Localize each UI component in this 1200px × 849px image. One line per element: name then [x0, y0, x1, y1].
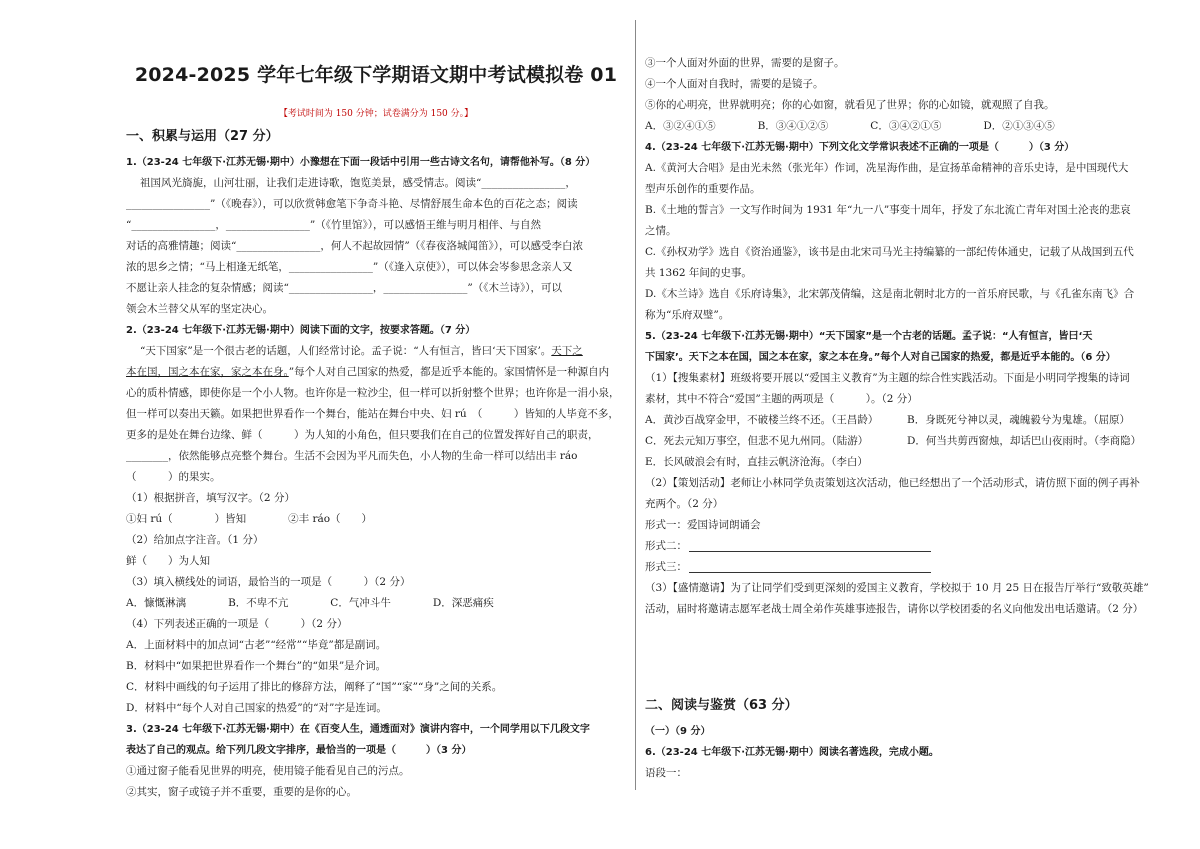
question-1-text: 领会木兰替父从军的坚定决心。 [126, 303, 273, 315]
answer-choice: A．上面材料中的加点词“古老”“经常”“毕竟”都是副词。 [126, 639, 387, 651]
passage-label: 语段一： [645, 767, 687, 779]
answer-choice: C.《孙权劝学》选自《资治通鉴》，该书是由北宋司马光主持编纂的一部纪传体通史，记载了从战国到五代 [645, 246, 1134, 258]
answer-choice: 称为“乐府双璧”。 [645, 309, 730, 321]
ordering-item: ⑤你的心明亮，世界就明亮；你的心如窗，就看见了世界；你的心如镜，就观照了自我。 [645, 99, 1055, 111]
page-title: 2024-2025 学年七年级下学期语文期中考试模拟卷 01 [134, 64, 618, 86]
answer-choice: C．材料中画线的句子运用了排比的修辞方法，阐释了“国”“家”“身”之间的关系。 [126, 681, 503, 693]
ordering-item: ③一个人面对外面的世界，需要的是窗子。 [645, 57, 845, 69]
answer-choices: A．③②④①⑤ B．③④①②⑤ C．③④②①⑤ D．②①③④⑤ [645, 120, 1055, 132]
answer-choices: A．慷慨淋漓 B．不卑不亢 C．气冲斗牛 D．深恶痛疾 [126, 597, 494, 609]
question-1-text: 对话的高雅情趣；阅读“________________，何人不起故园情”（《春夜洛城闻笛》），可以感受李白浓 [126, 240, 583, 252]
question-1-text: 浓的思乡之情；“马上相逢无纸笔，________________”（《逢入京使》），可以体会岑参思念亲人又 [126, 261, 573, 273]
question-3-heading: 3.（23-24 七年级下·江苏无锡·期中）在《百变人生，通透面对》演讲内容中，一个同学用以下几段文字 [126, 724, 590, 735]
ordering-item: ④一个人面对自我时，需要的是镜子。 [645, 78, 824, 90]
question-2-text: （ ）的果实。 [126, 471, 221, 483]
ordering-item: ②其实，窗子或镜子并不重要，重要的是你的心。 [126, 786, 357, 798]
sub-question: （3）【盛情邀请】为了让同学们受到更深刻的爱国主义教育，学校拟于 10 月 25 日在报告厅举行“致敬英雄” [645, 582, 1149, 594]
section-heading: 一、积累与运用（27 分） [126, 129, 279, 144]
column-divider [635, 20, 636, 790]
question-1-heading: 1.（23-24 七年级下·江苏无锡·期中）小豫想在下面一段话中引用一些古诗文名句，请帮他补写。（8 分） [126, 157, 596, 168]
answer-choice: A.《黄河大合唱》是由光未然（张光年）作词，冼星海作曲，是宣扬革命精神的音乐史诗，是中国现代大 [645, 162, 1129, 174]
question-1-text: 祖国风光旖旎，山河壮丽，让我们走进诗歌，饱览美景，感受情志。阅读“________________， [140, 177, 576, 189]
ordering-item: ①通过窗子能看见世界的明亮，使用镜子能看见自己的污点。 [126, 765, 410, 777]
sub-question: 充两个。（2 分） [645, 498, 724, 510]
answer-choice: B．身既死兮神以灵，魂魄毅兮为鬼雄。（屈原） [907, 414, 1130, 426]
right-column [645, 0, 1149, 849]
question-1-text: ________________”（《晚春》），可以欣赏韩愈笔下争奇斗艳、尽情舒展生命本色的百花之态；阅读 [126, 198, 578, 210]
answer-choice: D.《木兰诗》选自《乐府诗集》，北宋郭茂倩编，这是南北朝时北方的一首乐府民歌，与《孔雀东南飞》合 [645, 288, 1135, 300]
question-6-heading: 6.（23-24 七年级下·江苏无锡·期中）阅读名著选段，完成小题。 [645, 747, 939, 758]
question-1-text: “________________，________________”（《竹里馆》），可以感悟王维与明月相伴、与自然 [126, 219, 541, 231]
answer-blank-line [689, 551, 931, 552]
passage-text: ”每个人对自己国家的热爱，都是近乎本能的。家国情怀是一种源自内 [288, 366, 610, 378]
sub-question-item: ①妇 rú（ ）皆知 ②丰 ráo（ ） [126, 513, 373, 525]
answer-choice: E．长风破浪会有时，直挂云帆济沧海。（李白） [645, 456, 868, 468]
sub-question: 素材，其中不符合“爱国”主题的两项是（ ）。（2 分） [645, 393, 918, 405]
question-2-heading: 2.（23-24 七年级下·江苏无锡·期中）阅读下面的文字，按要求答题。（7 分） [126, 325, 476, 336]
answer-choice: D．材料中“每个人对自己国家的热爱”的“对”字是连词。 [126, 702, 387, 714]
underlined-sentence: 天下之 [551, 345, 583, 357]
question-5-heading: 5.（23-24 七年级下·江苏无锡·期中）“天下国家”是一个古老的话题。孟子说：“人有恒言，皆曰‘天 [645, 331, 1093, 342]
question-4-heading: 4.（23-24 七年级下·江苏无锡·期中）下列文化文学常识表述不正确的一项是（ ）（3 分） [645, 142, 1075, 153]
subsection-heading: （一）（9 分） [645, 726, 711, 737]
form-example: 形式一：爱国诗词朗诵会 [645, 519, 761, 531]
answer-choice: B.《土地的誓言》一文写作时间为 1931 年“九一八”事变十周年，抒发了东北流亡青年对国土沦丧的悲哀 [645, 204, 1131, 216]
sub-question: （3）填入横线处的词语，最恰当的一项是（ ）（2 分） [126, 576, 411, 588]
sub-question: （2）【策划活动】老师让小林同学负责策划这次活动，他已经想出了一个活动形式，请仿照下面的例子再补 [645, 477, 1140, 489]
sub-question: （2）给加点字注音。（1 分） [126, 534, 264, 546]
question-2-text: 心的质朴情感，即使你是一个小人物。也许你是一粒沙尘，但一样可以折射整个世界；也许你是一涓小泉， [126, 387, 620, 399]
question-2-text [140, 341, 583, 362]
exam-note: 【考试时间为 150 分钟；试卷满分为 150 分。】 [278, 109, 474, 119]
question-2-text: 但一样可以奏出天籁。如果把世界看作一个舞台，能站在舞台中央、妇 rú （ ）皆知的人毕竟不多， [126, 408, 619, 420]
answer-choice: D．何当共剪西窗烛，却话巴山夜雨时。（李商隐） [907, 435, 1142, 447]
answer-blank-line [689, 572, 931, 573]
sub-question-item: 鲜（ ）为人知 [126, 555, 210, 567]
question-1-text: 不愿让亲人挂念的复杂情感；阅读“________________，________________”（《木兰诗》），可以 [126, 282, 562, 294]
form-label: 形式三： [645, 561, 687, 573]
passage-text: “天下国家”是一个很古老的话题，人们经常讨论。孟子说：“人有恒言，皆曰‘天下国家’。 [140, 345, 552, 357]
left-column [126, 0, 626, 849]
question-2-text: ________，依然能够点亮整个舞台。生活不会因为平凡而失色，小人物的生命一样可以结出丰 ráo [126, 450, 578, 462]
answer-choice: 之情。 [645, 225, 677, 237]
underlined-sentence: 本在国，国之本在家，家之本在身。 [126, 366, 289, 378]
sub-question: （1）【搜集素材】班级将要开展以“爱国主义教育”为主题的综合性实践活动。下面是小明同学搜集的诗词 [645, 372, 1130, 384]
sub-question: （1）根据拼音，填写汉字。（2 分） [126, 492, 295, 504]
form-label: 形式二： [645, 540, 687, 552]
answer-choice: 共 1362 年间的史事。 [645, 267, 752, 279]
section-heading: 二、阅读与鉴赏（63 分） [645, 698, 798, 713]
answer-choice: C．死去元知万事空，但悲不见九州同。（陆游） [645, 435, 869, 447]
answer-choice: 型声乐创作的重要作品。 [645, 183, 761, 195]
answer-choice: A．黄沙百战穿金甲，不破楼兰终不还。（王昌龄） [645, 414, 879, 426]
sub-question: 活动，届时将邀请志愿军老战士周全弟作英雄事迹报告，请你以学校团委的名义向他发出电话邀请。（2 分） [645, 603, 1144, 615]
question-2-text: 更多的是处在舞台边缘、鲜（ ）为人知的小角色，但只要我们在自己的位置发挥好自己的职责， [126, 429, 599, 441]
question-3-heading: 表达了自己的观点。给下列几段文字排序，最恰当的一项是（ ）（3 分） [126, 745, 472, 756]
answer-choice: B．材料中“如果把世界看作一个舞台”的“如果”是介词。 [126, 660, 387, 672]
question-5-heading: 下国家’。天下之本在国，国之本在家，家之本在身。”每个人对自己国家的热爱，都是近乎本能的。（6 分） [645, 352, 1116, 363]
sub-question: （4）下列表述正确的一项是（ ）（2 分） [126, 618, 348, 630]
question-2-text [126, 362, 609, 383]
